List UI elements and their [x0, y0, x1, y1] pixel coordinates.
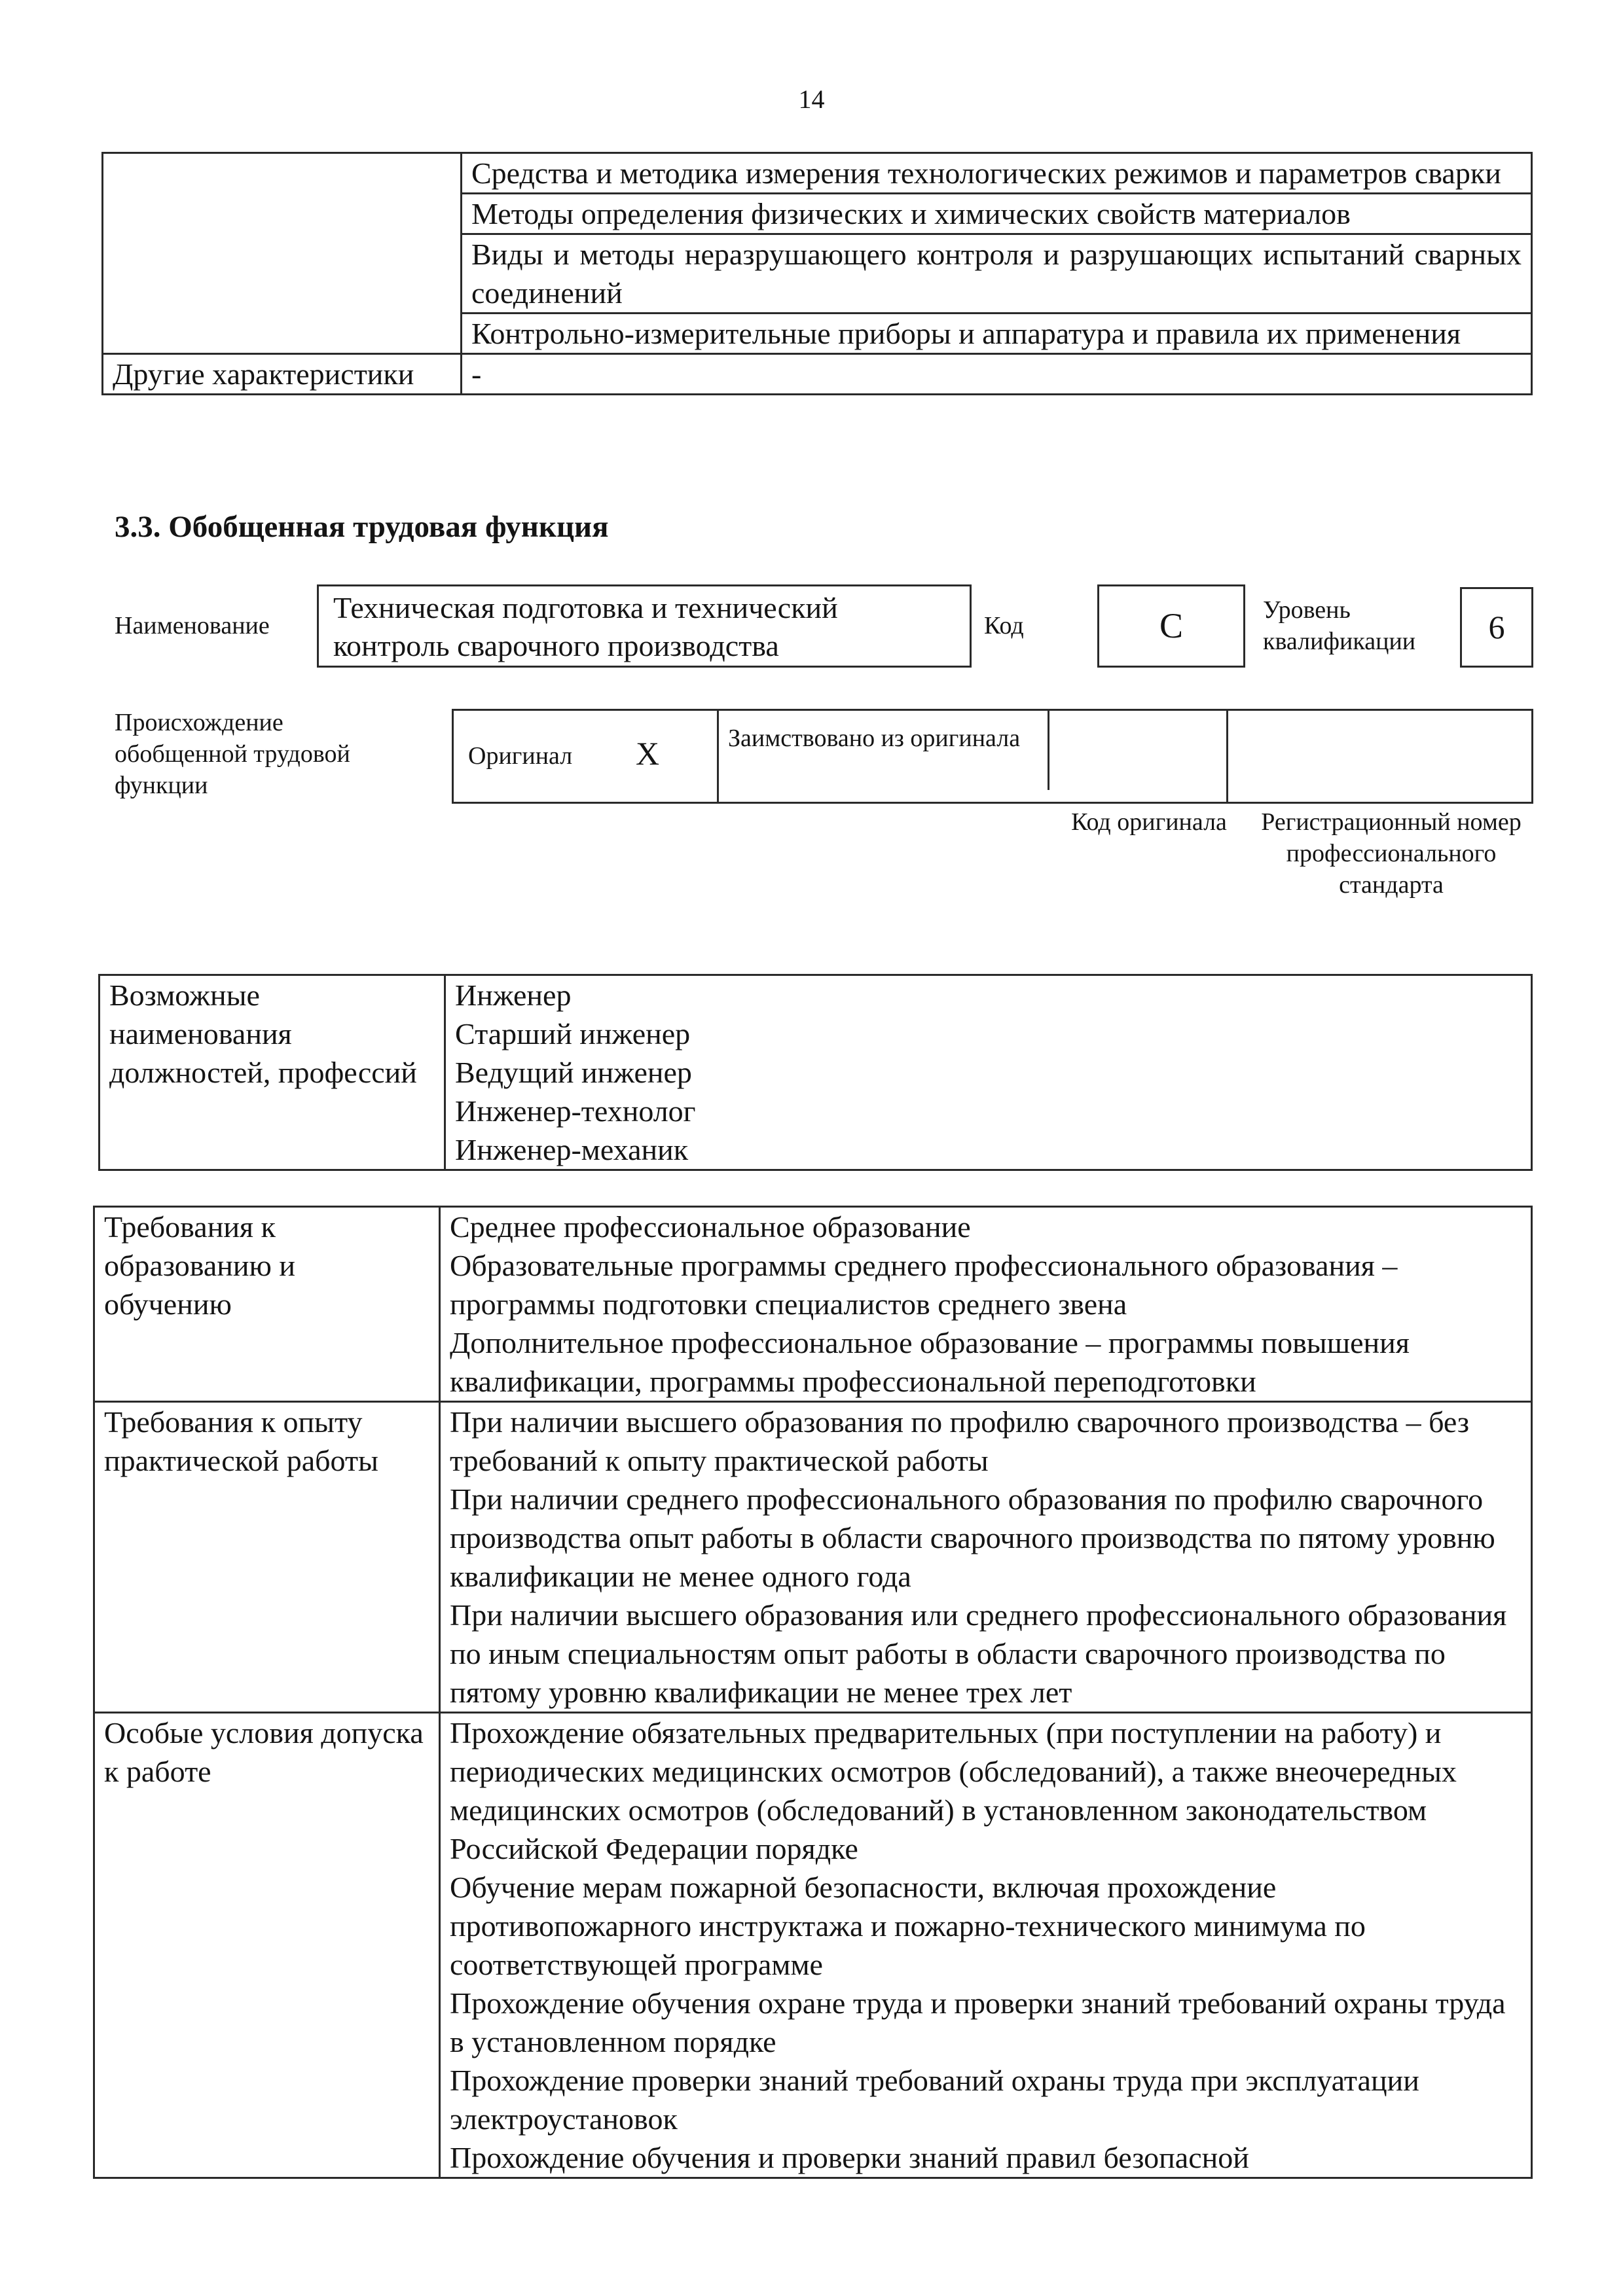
positions-label: Возможные наименования должностей, профессий	[100, 975, 445, 1170]
requirement-item: Прохождение обучения и проверки знаний правил безопасной	[450, 2141, 1249, 2174]
requirement-item: При наличии среднего профессионального образования по профилю сварочного производства опыт работы в области сварочного производства по пятому уровню квалификации не менее одного года	[450, 1482, 1495, 1593]
experience-label: Требования к опыту практической работы	[94, 1402, 440, 1713]
positions-table	[98, 974, 1533, 1171]
page-number: 14	[798, 84, 825, 114]
knowledge-item: Методы определения физических и химических свойств материалов	[462, 194, 1531, 235]
requirement-item: При наличии высшего образования по профилю сварочного производства – без требований к опыту практической работы	[450, 1405, 1470, 1477]
original-code-caption: Код оригинала	[1071, 808, 1227, 836]
education-items	[440, 1207, 1532, 1402]
name-label: Наименование	[115, 612, 270, 639]
education-label: Требования к образованию и обучению	[94, 1207, 440, 1402]
original-label: Оригинал	[468, 742, 573, 770]
code-box: C	[1097, 584, 1245, 668]
level-box: 6	[1460, 587, 1533, 668]
original-code-cell	[1051, 711, 1228, 802]
requirement-item: Прохождение проверки знаний требований охраны труда при эксплуатации электроустановок	[450, 2064, 1419, 2136]
experience-items	[440, 1402, 1532, 1713]
knowledge-label-cell	[103, 153, 462, 354]
admission-label: Особые условия допуска к работе	[94, 1713, 440, 2178]
requirement-item: Образовательные программы среднего профессионального образования – программы подготовки специалистов среднего звена	[450, 1249, 1398, 1321]
position-item: Инженер-технолог	[455, 1094, 696, 1128]
requirement-item: Обучение мерам пожарной безопасности, включая прохождение противопожарного инструктажа и пожарно-технического минимума по соответствующей программе	[450, 1871, 1366, 1981]
requirement-item: Дополнительное профессиональное образование – программы повышения квалификации, программы профессиональной переподготовки	[450, 1326, 1410, 1398]
knowledge-item: Контрольно-измерительные приборы и аппаратура и правила их применения	[471, 317, 1461, 350]
requirement-item: Среднее профессиональное образование	[450, 1210, 971, 1244]
position-item: Инженер-механик	[455, 1133, 689, 1166]
knowledge-item: Виды и методы неразрушающего контроля и разрушающих испытаний сварных соединений	[462, 235, 1531, 314]
admission-items	[440, 1713, 1532, 2178]
position-item: Старший инженер	[455, 1017, 691, 1050]
code-label: Код	[984, 612, 1024, 639]
knowledge-table	[101, 152, 1533, 395]
reg-number-caption: Регистрационный номер профессионального стандарта	[1261, 808, 1522, 899]
knowledge-item: Средства и методика измерения технологических режимов и параметров сварки	[462, 154, 1531, 194]
other-characteristics-value: -	[462, 354, 1532, 395]
knowledge-items-cell	[462, 153, 1532, 354]
requirement-item: Прохождение обязательных предварительных (при поступлении на работу) и периодических медицинских осмотров (обследований), а также внеочередных медицинских осмотров (обследований) в установленном законодательством Российской Федерации порядке	[450, 1716, 1457, 1865]
origin-table	[452, 709, 1533, 804]
requirements-table	[93, 1206, 1533, 2179]
requirement-item: Прохождение обучения охране труда и проверки знаний требований охраны труда в установленном порядке	[450, 1986, 1506, 2058]
section-title: 3.3. Обобщенная трудовая функция	[115, 510, 609, 544]
other-characteristics-label: Другие характеристики	[103, 354, 462, 395]
positions-list	[445, 975, 1532, 1170]
original-mark: X	[636, 735, 660, 772]
position-item: Инженер	[455, 978, 572, 1012]
origin-label: Происхождение обобщенной трудовой функции	[115, 709, 350, 799]
requirement-item: При наличии высшего образования или среднего профессионального образования по иным специальностям опыт работы в области сварочного производства по пятому уровню квалификации не менее трех лет	[450, 1598, 1507, 1709]
function-name-box: Техническая подготовка и технический контроль сварочного производства	[317, 584, 972, 668]
level-label: Уровень квалификации	[1263, 596, 1416, 655]
position-item: Ведущий инженер	[455, 1056, 692, 1089]
borrowed-label: Заимствовано из оригинала	[719, 711, 1049, 790]
original-cell	[454, 711, 719, 802]
